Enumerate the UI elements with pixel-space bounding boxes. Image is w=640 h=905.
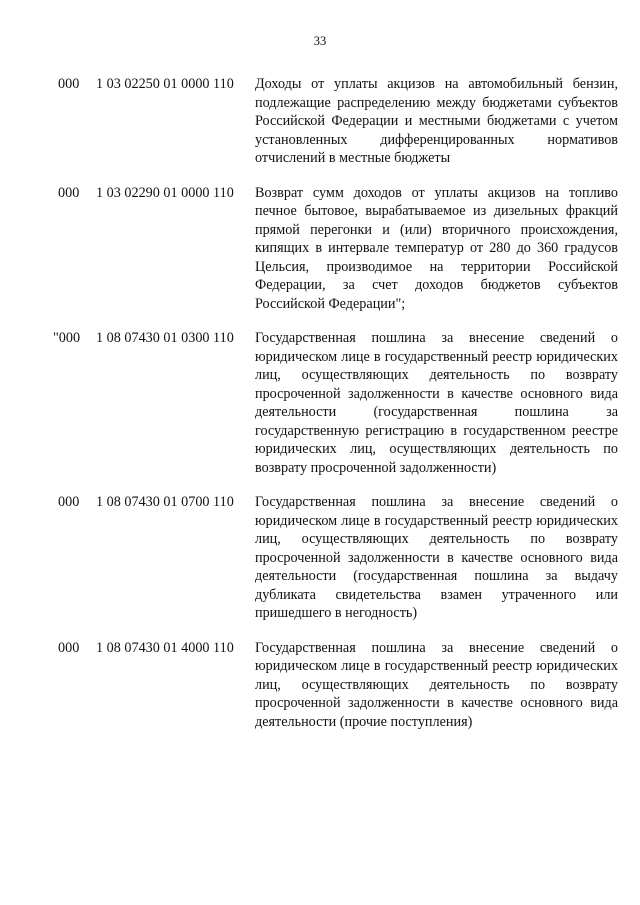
kbk-code: 1 08 07430 01 0700 110 [96,494,234,510]
admin-code: 000 [58,184,80,201]
revenue-description: Государственная пошлина за внесение сведений о юридическом лице в государственный реестр юридических лиц, осуществляющих деятельность по возврату просроченной задолженности в качестве основного вида деятельности (государственная пошлина за государственную регистрацию в государственном реестре юридических лиц, осуществляющих деятельность по возврату просроченной задолженности) [255,330,618,476]
kbk-code: 1 08 07430 01 0300 110 [96,330,234,346]
budget-code-table [53,75,618,747]
admin-code: "000 [53,330,81,346]
revenue-description: Возврат сумм доходов от уплаты акцизов на топливо печное бытовое, вырабатываемое из дизельных фракций прямой перегонки и (или) вторичного происхождения, кипящих в интервале температур от 280 до 360 градусов Цельсия, производимое на территории Российской Федерации, за счет доходов бюджетов субъектов Российской Федерации"; [255,184,618,312]
kbk-code: 1 08 07430 01 4000 110 [96,639,234,656]
table-row [58,493,618,623]
kbk-code: 1 03 02250 01 0000 110 [96,76,234,92]
admin-code: 000 [58,639,80,656]
table-row [58,184,618,314]
table-row [58,639,618,732]
revenue-description: Доходы от уплаты акцизов на автомобильный бензин, подлежащие распределению между бюджетами субъектов Российской Федерации и местными бюджетами с учетом установленных дифференцированных нормативов отчислений в местные бюджеты [255,76,618,166]
page-number: 33 [313,34,327,48]
admin-code: 000 [58,494,80,510]
table-row [53,329,618,477]
revenue-description: Государственная пошлина за внесение сведений о юридическом лице в государственный реестр юридических лиц, осуществляющих деятельность по возврату просроченной задолженности в качестве основного вида деятельности (прочие поступления) [255,639,618,730]
table-row [58,75,618,168]
kbk-code: 1 03 02290 01 0000 110 [96,184,234,201]
revenue-description: Государственная пошлина за внесение сведений о юридическом лице в государственный реестр юридических лиц, осуществляющих деятельность по возврату просроченной задолженности в качестве основного вида деятельности (государственная пошлина за выдачу дубликата свидетельства взамен утраченного или пришедшего в негодность) [255,494,618,621]
admin-code: 000 [58,76,80,92]
